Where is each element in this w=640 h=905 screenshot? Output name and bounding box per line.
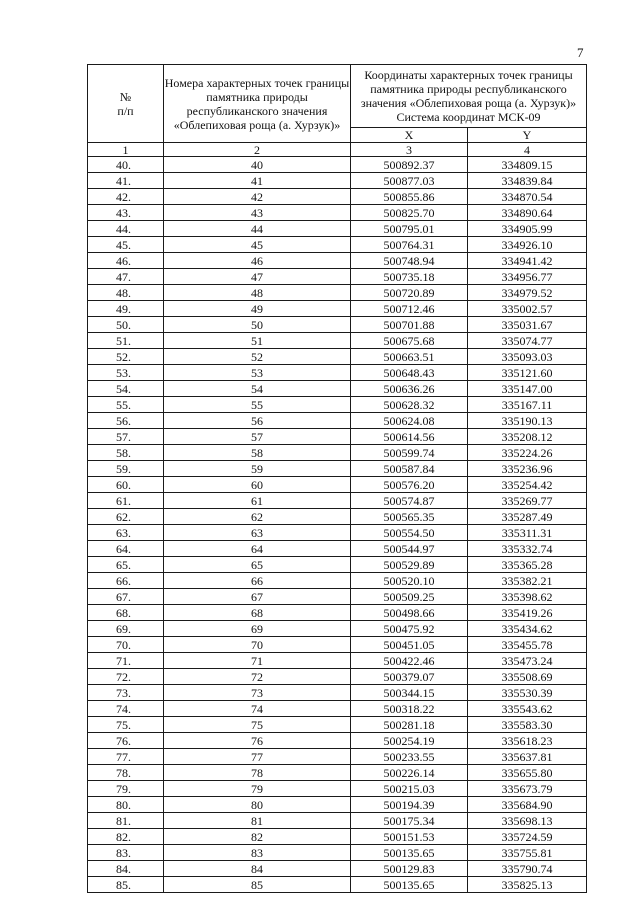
y-coordinate-cell: 334809.15	[468, 157, 587, 173]
x-coordinate-cell: 500748.94	[351, 253, 468, 269]
point-number-cell: 82	[164, 829, 351, 845]
point-number-cell: 45	[164, 237, 351, 253]
row-number-cell: 54.	[88, 381, 164, 397]
point-number-cell: 42	[164, 189, 351, 205]
row-number-cell: 68.	[88, 605, 164, 621]
x-coordinate-cell: 500281.18	[351, 717, 468, 733]
y-coordinate-cell: 334905.99	[468, 221, 587, 237]
table-row	[88, 317, 587, 333]
header-x: X	[351, 128, 468, 143]
row-number-cell: 64.	[88, 541, 164, 557]
row-number-cell: 45.	[88, 237, 164, 253]
table-header-row	[88, 65, 587, 128]
point-number-cell: 76	[164, 733, 351, 749]
y-coordinate-cell: 335419.26	[468, 605, 587, 621]
header-number-column: № п/п	[88, 65, 164, 143]
y-coordinate-cell: 335655.80	[468, 765, 587, 781]
row-number-cell: 83.	[88, 845, 164, 861]
table-row	[88, 701, 587, 717]
x-coordinate-cell: 500344.15	[351, 685, 468, 701]
row-number-cell: 52.	[88, 349, 164, 365]
x-coordinate-cell: 500648.43	[351, 365, 468, 381]
x-coordinate-cell: 500520.10	[351, 573, 468, 589]
row-number-cell: 51.	[88, 333, 164, 349]
x-coordinate-cell: 500254.19	[351, 733, 468, 749]
x-coordinate-cell: 500701.88	[351, 317, 468, 333]
page-number: 7	[577, 45, 584, 60]
row-number-cell: 74.	[88, 701, 164, 717]
point-number-cell: 68	[164, 605, 351, 621]
point-number-cell: 60	[164, 477, 351, 493]
x-coordinate-cell: 500135.65	[351, 877, 468, 893]
y-coordinate-cell: 335434.62	[468, 621, 587, 637]
row-number-cell: 50.	[88, 317, 164, 333]
table-row	[88, 525, 587, 541]
x-coordinate-cell: 500712.46	[351, 301, 468, 317]
x-coordinate-cell: 500451.05	[351, 637, 468, 653]
y-coordinate-cell: 335755.81	[468, 845, 587, 861]
y-coordinate-cell: 335208.12	[468, 429, 587, 445]
column-index-row	[88, 143, 587, 157]
point-number-cell: 73	[164, 685, 351, 701]
x-coordinate-cell: 500529.89	[351, 557, 468, 573]
y-coordinate-cell: 335287.49	[468, 509, 587, 525]
table-row	[88, 653, 587, 669]
table-body	[88, 143, 587, 893]
row-number-cell: 65.	[88, 557, 164, 573]
x-coordinate-cell: 500509.25	[351, 589, 468, 605]
y-coordinate-cell: 335093.03	[468, 349, 587, 365]
table-row	[88, 685, 587, 701]
row-number-cell: 67.	[88, 589, 164, 605]
row-number-cell: 85.	[88, 877, 164, 893]
table-row	[88, 429, 587, 445]
y-coordinate-cell: 335790.74	[468, 861, 587, 877]
table-row	[88, 269, 587, 285]
row-number-cell: 79.	[88, 781, 164, 797]
x-coordinate-cell: 500576.20	[351, 477, 468, 493]
x-coordinate-cell: 500574.87	[351, 493, 468, 509]
x-coordinate-cell: 500636.26	[351, 381, 468, 397]
row-number-cell: 82.	[88, 829, 164, 845]
row-number-cell: 43.	[88, 205, 164, 221]
row-number-cell: 40.	[88, 157, 164, 173]
table-row	[88, 541, 587, 557]
table-row	[88, 717, 587, 733]
x-coordinate-cell: 500624.08	[351, 413, 468, 429]
table-row	[88, 477, 587, 493]
point-number-cell: 61	[164, 493, 351, 509]
table-row	[88, 301, 587, 317]
header-y: Y	[468, 128, 587, 143]
row-number-cell: 41.	[88, 173, 164, 189]
row-number-cell: 62.	[88, 509, 164, 525]
header-point-numbers-column: Номера характерных точек границы памятника природы республиканского значения «Облепиховая роща (а. Хурзук)»	[164, 65, 351, 143]
point-number-cell: 50	[164, 317, 351, 333]
row-number-cell: 46.	[88, 253, 164, 269]
point-number-cell: 41	[164, 173, 351, 189]
point-number-cell: 75	[164, 717, 351, 733]
point-number-cell: 58	[164, 445, 351, 461]
point-number-cell: 65	[164, 557, 351, 573]
y-coordinate-cell: 334890.64	[468, 205, 587, 221]
x-coordinate-cell: 500720.89	[351, 285, 468, 301]
y-coordinate-cell: 334941.42	[468, 253, 587, 269]
x-coordinate-cell: 500735.18	[351, 269, 468, 285]
y-coordinate-cell: 335637.81	[468, 749, 587, 765]
y-coordinate-cell: 335002.57	[468, 301, 587, 317]
column-index: 3	[351, 143, 468, 157]
x-coordinate-cell: 500663.51	[351, 349, 468, 365]
y-coordinate-cell: 335031.67	[468, 317, 587, 333]
x-coordinate-cell: 500422.46	[351, 653, 468, 669]
x-coordinate-cell: 500675.68	[351, 333, 468, 349]
point-number-cell: 71	[164, 653, 351, 669]
table-row	[88, 333, 587, 349]
row-number-cell: 42.	[88, 189, 164, 205]
table-row	[88, 157, 587, 173]
table-row	[88, 493, 587, 509]
row-number-cell: 70.	[88, 637, 164, 653]
table-row	[88, 781, 587, 797]
table-row	[88, 813, 587, 829]
x-coordinate-cell: 500475.92	[351, 621, 468, 637]
x-coordinate-cell: 500877.03	[351, 173, 468, 189]
point-number-cell: 66	[164, 573, 351, 589]
row-number-cell: 44.	[88, 221, 164, 237]
y-coordinate-cell: 335121.60	[468, 365, 587, 381]
y-coordinate-cell: 335269.77	[468, 493, 587, 509]
x-coordinate-cell: 500318.22	[351, 701, 468, 717]
row-number-cell: 76.	[88, 733, 164, 749]
point-number-cell: 57	[164, 429, 351, 445]
y-coordinate-cell: 335473.24	[468, 653, 587, 669]
table-row	[88, 861, 587, 877]
row-number-cell: 73.	[88, 685, 164, 701]
row-number-cell: 69.	[88, 621, 164, 637]
point-number-cell: 56	[164, 413, 351, 429]
row-number-cell: 84.	[88, 861, 164, 877]
y-coordinate-cell: 335074.77	[468, 333, 587, 349]
y-coordinate-cell: 335724.59	[468, 829, 587, 845]
point-number-cell: 62	[164, 509, 351, 525]
y-coordinate-cell: 335224.26	[468, 445, 587, 461]
table-row	[88, 397, 587, 413]
row-number-cell: 58.	[88, 445, 164, 461]
column-index: 4	[468, 143, 587, 157]
x-coordinate-cell: 500135.65	[351, 845, 468, 861]
row-number-cell: 63.	[88, 525, 164, 541]
y-coordinate-cell: 335698.13	[468, 813, 587, 829]
x-coordinate-cell: 500226.14	[351, 765, 468, 781]
point-number-cell: 79	[164, 781, 351, 797]
point-number-cell: 47	[164, 269, 351, 285]
point-number-cell: 44	[164, 221, 351, 237]
x-coordinate-cell: 500565.35	[351, 509, 468, 525]
x-coordinate-cell: 500175.34	[351, 813, 468, 829]
table-row	[88, 765, 587, 781]
row-number-cell: 66.	[88, 573, 164, 589]
table-row	[88, 589, 587, 605]
x-coordinate-cell: 500628.32	[351, 397, 468, 413]
table-row	[88, 605, 587, 621]
y-coordinate-cell: 334926.10	[468, 237, 587, 253]
point-number-cell: 85	[164, 877, 351, 893]
point-number-cell: 49	[164, 301, 351, 317]
table-row	[88, 349, 587, 365]
x-coordinate-cell: 500587.84	[351, 461, 468, 477]
row-number-cell: 81.	[88, 813, 164, 829]
row-number-cell: 59.	[88, 461, 164, 477]
table-row	[88, 509, 587, 525]
table-row	[88, 413, 587, 429]
y-coordinate-cell: 335583.30	[468, 717, 587, 733]
y-coordinate-cell: 335365.28	[468, 557, 587, 573]
column-index: 2	[164, 143, 351, 157]
row-number-cell: 53.	[88, 365, 164, 381]
table-row	[88, 189, 587, 205]
column-index: 1	[88, 143, 164, 157]
x-coordinate-cell: 500764.31	[351, 237, 468, 253]
coordinates-table	[87, 64, 587, 893]
x-coordinate-cell: 500795.01	[351, 221, 468, 237]
x-coordinate-cell: 500855.86	[351, 189, 468, 205]
x-coordinate-cell: 500554.50	[351, 525, 468, 541]
x-coordinate-cell: 500129.83	[351, 861, 468, 877]
point-number-cell: 80	[164, 797, 351, 813]
y-coordinate-cell: 334979.52	[468, 285, 587, 301]
y-coordinate-cell: 335618.23	[468, 733, 587, 749]
row-number-cell: 77.	[88, 749, 164, 765]
row-number-cell: 56.	[88, 413, 164, 429]
y-coordinate-cell: 335311.31	[468, 525, 587, 541]
point-number-cell: 40	[164, 157, 351, 173]
y-coordinate-cell: 334870.54	[468, 189, 587, 205]
point-number-cell: 70	[164, 637, 351, 653]
point-number-cell: 54	[164, 381, 351, 397]
point-number-cell: 83	[164, 845, 351, 861]
point-number-cell: 78	[164, 765, 351, 781]
table-row	[88, 637, 587, 653]
y-coordinate-cell: 335398.62	[468, 589, 587, 605]
table-row	[88, 573, 587, 589]
x-coordinate-cell: 500215.03	[351, 781, 468, 797]
x-coordinate-cell: 500544.97	[351, 541, 468, 557]
point-number-cell: 77	[164, 749, 351, 765]
table-row	[88, 205, 587, 221]
y-coordinate-cell: 335530.39	[468, 685, 587, 701]
y-coordinate-cell: 335332.74	[468, 541, 587, 557]
point-number-cell: 74	[164, 701, 351, 717]
table-row	[88, 669, 587, 685]
table-row	[88, 253, 587, 269]
table-row	[88, 845, 587, 861]
row-number-cell: 75.	[88, 717, 164, 733]
y-coordinate-cell: 334956.77	[468, 269, 587, 285]
point-number-cell: 43	[164, 205, 351, 221]
table-row	[88, 173, 587, 189]
table-row	[88, 621, 587, 637]
y-coordinate-cell: 335543.62	[468, 701, 587, 717]
point-number-cell: 67	[164, 589, 351, 605]
row-number-cell: 61.	[88, 493, 164, 509]
point-number-cell: 72	[164, 669, 351, 685]
row-number-cell: 47.	[88, 269, 164, 285]
point-number-cell: 84	[164, 861, 351, 877]
table-row	[88, 365, 587, 381]
x-coordinate-cell: 500599.74	[351, 445, 468, 461]
point-number-cell: 51	[164, 333, 351, 349]
point-number-cell: 55	[164, 397, 351, 413]
y-coordinate-cell: 335147.00	[468, 381, 587, 397]
point-number-cell: 64	[164, 541, 351, 557]
y-coordinate-cell: 335167.11	[468, 397, 587, 413]
y-coordinate-cell: 335508.69	[468, 669, 587, 685]
x-coordinate-cell: 500151.53	[351, 829, 468, 845]
y-coordinate-cell: 335455.78	[468, 637, 587, 653]
point-number-cell: 52	[164, 349, 351, 365]
row-number-cell: 60.	[88, 477, 164, 493]
table-row	[88, 877, 587, 893]
table-row	[88, 733, 587, 749]
point-number-cell: 69	[164, 621, 351, 637]
y-coordinate-cell: 335684.90	[468, 797, 587, 813]
table-row	[88, 829, 587, 845]
x-coordinate-cell: 500379.07	[351, 669, 468, 685]
row-number-cell: 80.	[88, 797, 164, 813]
x-coordinate-cell: 500194.39	[351, 797, 468, 813]
table-row	[88, 749, 587, 765]
row-number-cell: 49.	[88, 301, 164, 317]
row-number-cell: 72.	[88, 669, 164, 685]
table-row	[88, 557, 587, 573]
y-coordinate-cell: 334839.84	[468, 173, 587, 189]
x-coordinate-cell: 500233.55	[351, 749, 468, 765]
x-coordinate-cell: 500498.66	[351, 605, 468, 621]
point-number-cell: 48	[164, 285, 351, 301]
point-number-cell: 59	[164, 461, 351, 477]
y-coordinate-cell: 335382.21	[468, 573, 587, 589]
y-coordinate-cell: 335673.79	[468, 781, 587, 797]
y-coordinate-cell: 335190.13	[468, 413, 587, 429]
y-coordinate-cell: 335825.13	[468, 877, 587, 893]
table-row	[88, 797, 587, 813]
x-coordinate-cell: 500825.70	[351, 205, 468, 221]
table-row	[88, 381, 587, 397]
table-row	[88, 237, 587, 253]
x-coordinate-cell: 500614.56	[351, 429, 468, 445]
table-row	[88, 445, 587, 461]
row-number-cell: 71.	[88, 653, 164, 669]
row-number-cell: 78.	[88, 765, 164, 781]
header-coordinates-column: Координаты характерных точек границы памятника природы республиканского значения «Облепиховая роща (а. Хурзук)» Система координат МСК-09	[351, 65, 587, 128]
point-number-cell: 63	[164, 525, 351, 541]
table-row	[88, 461, 587, 477]
point-number-cell: 53	[164, 365, 351, 381]
point-number-cell: 46	[164, 253, 351, 269]
row-number-cell: 57.	[88, 429, 164, 445]
row-number-cell: 48.	[88, 285, 164, 301]
y-coordinate-cell: 335254.42	[468, 477, 587, 493]
row-number-cell: 55.	[88, 397, 164, 413]
x-coordinate-cell: 500892.37	[351, 157, 468, 173]
table-row	[88, 221, 587, 237]
point-number-cell: 81	[164, 813, 351, 829]
table-row	[88, 285, 587, 301]
y-coordinate-cell: 335236.96	[468, 461, 587, 477]
